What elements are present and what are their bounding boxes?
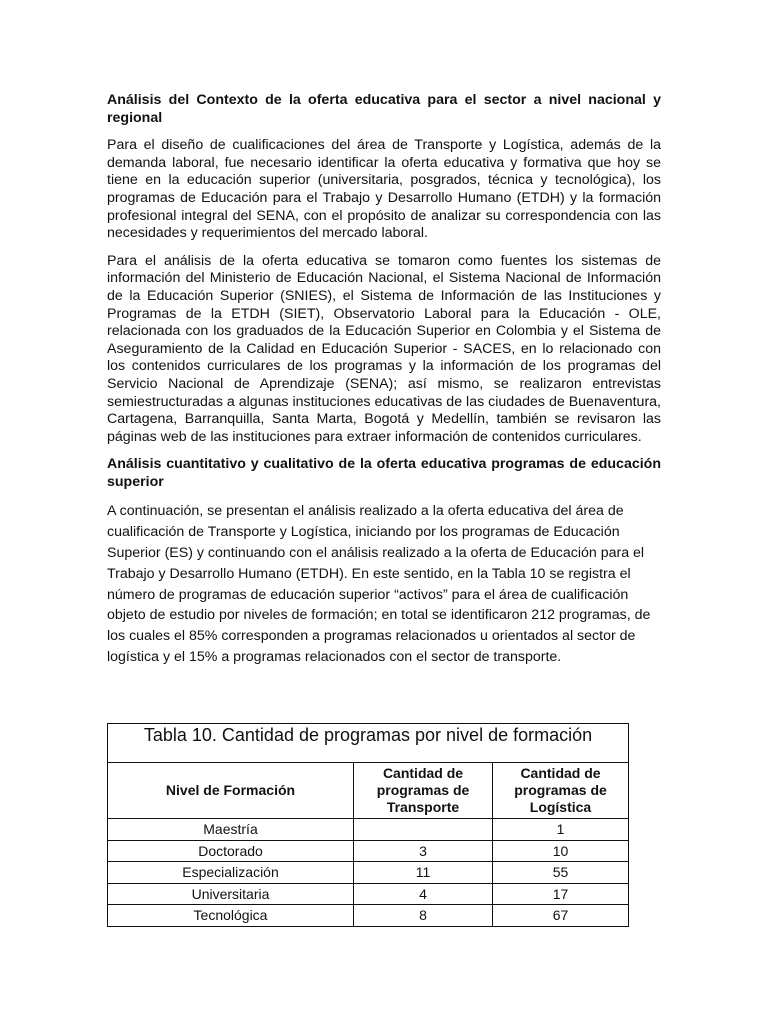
table-cell-transport — [354, 819, 493, 841]
column-header-transport: Cantidad de programas de Transporte — [354, 763, 493, 819]
table-cell-logistics: 55 — [493, 862, 629, 884]
table-row — [108, 819, 629, 841]
table-row — [108, 883, 629, 905]
table-cell-logistics: 17 — [493, 883, 629, 905]
table-row — [108, 905, 629, 927]
table-cell-logistics: 67 — [493, 905, 629, 927]
programs-table — [107, 723, 629, 927]
column-header-logistics: Cantidad de programas de Logística — [493, 763, 629, 819]
paragraph-design: Para el diseño de cualificaciones del área de Transporte y Logística, además de la demanda laboral, fue necesario identificar la oferta educativa y formativa que hoy se tiene en la educación superior (universitaria, posgrados, técnica y tecnológica), los programas de Educación para el Trabajo y Desarrollo Humano (ETDH) y la formación profesional integral del SENA, con el propósito de analizar su correspondencia con las necesidades y requerimientos del mercado laboral. — [107, 137, 661, 242]
table-cell-transport: 8 — [354, 905, 493, 927]
document-body — [107, 92, 661, 678]
table-cell-level: Especialización — [108, 862, 354, 884]
table-caption: Tabla 10. Cantidad de programas por nivel de formación — [108, 724, 629, 763]
table-cell-level: Maestría — [108, 819, 354, 841]
table-row — [108, 862, 629, 884]
paragraph-sources: Para el análisis de la oferta educativa se tomaron como fuentes los sistemas de información del Ministerio de Educación Nacional, el Sistema Nacional de Información de la Educación Superior (SNIES), el Sistema de Información de las Instituciones y Programas de la ETDH (SIET), Observatorio Laboral para la Educación - OLE, relacionada con los graduados de la Educación Superior en Colombia y el Sistema de Aseguramiento de la Calidad en Educación Superior - SACES, en lo relacionado con los contenidos curriculares de los programas y la información de los programas del Servicio Nacional de Aprendizaje (SENA); así mismo, se realizaron entrevistas semiestructuradas a algunas instituciones educativas de las ciudades de Buenaventura, Cartagena, Barranquilla, Santa Marta, Bogotá y Medellín, también se revisaron las páginas web de las instituciones para extraer información de contenidos curriculares. — [107, 252, 661, 445]
paragraph-continuation: A continuación, se presentan el análisis realizado a la oferta educativa del área de cualificación de Transporte y Logística, iniciando por los programas de Educación Superior (ES) y continuando con el análisis realizado a la oferta de Educación para el Trabajo y Desarrollo Humano (ETDH). En este sentido, en la Tabla 10 se registra el número de programas de educación superior “activos” para el área de cualificación objeto de estudio por niveles de formación; en total se identificaron 212 programas, de los cuales el 85% corresponden a programas relacionados u orientados al sector de logística y el 15% a programas relacionados con el sector de transporte. — [107, 503, 651, 666]
table-cell-level: Doctorado — [108, 840, 354, 862]
table-row — [108, 840, 629, 862]
table-cell-logistics: 1 — [493, 819, 629, 841]
section-heading-analysis: Análisis cuantitativo y cualitativo de la oferta educativa programas de educación superior — [107, 456, 661, 490]
table-cell-transport: 11 — [354, 862, 493, 884]
table-cell-logistics: 10 — [493, 840, 629, 862]
table-cell-transport: 4 — [354, 883, 493, 905]
table-cell-level: Tecnológica — [108, 905, 354, 927]
table-cell-level: Universitaria — [108, 883, 354, 905]
section-heading-context: Análisis del Contexto de la oferta educativa para el sector a nivel nacional y regional — [107, 92, 661, 126]
column-header-level: Nivel de Formación — [108, 763, 354, 819]
table-cell-transport: 3 — [354, 840, 493, 862]
